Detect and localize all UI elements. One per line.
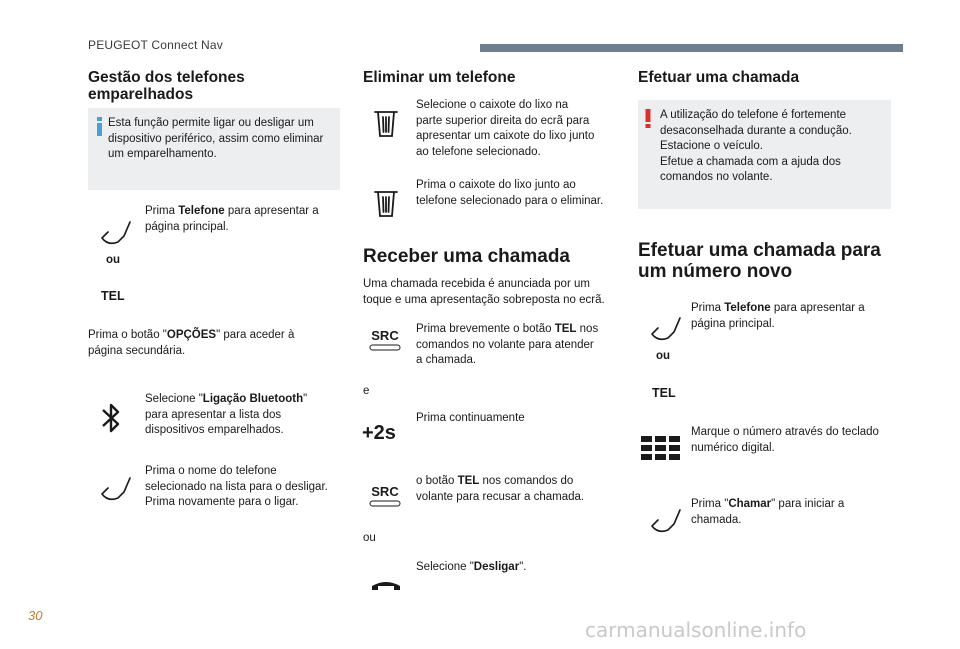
warning-icon [644,109,652,129]
hold-2s-icon: +2s [362,422,396,444]
section-title-call-new-number: Efetuar uma chamada para um número novo [638,240,881,282]
section-title-make-call: Efetuar uma chamada [638,69,800,86]
phone-icon [646,308,686,348]
info-box [88,108,340,190]
receive-intro: Uma chamada recebida é anunciada por um toque e uma apresentação sobreposta no ecrã. [363,278,605,306]
or-label: ou [656,350,671,362]
running-header: PEUGEOT Connect Nav [88,38,223,52]
call-step-press-phone: Prima Telefone para apresentar a página principal. [691,302,865,330]
step-press-phone-name: Prima o nome do telefone selecionado na lista para o desligar. Prima novamente para o ligar. [145,465,328,508]
bluetooth-icon [96,400,126,436]
and-label: e [363,385,370,397]
receive-step-3: o botão TEL nos comandos do volante para recusar a chamada. [416,475,585,503]
header-bar [480,44,903,52]
page-number: 30 [28,608,43,623]
warning-box [638,100,891,209]
trash-icon [366,182,406,222]
call-step-press-call: Prima "Chamar" para iniciar a chamada. [691,498,845,526]
tap-icon [96,468,136,508]
call-step-dial: Marque o número através do teclado numérico digital. [691,426,879,454]
options-paragraph: Prima o botão "OPÇÕES" para aceder à página secundária. [88,329,295,357]
section-title-delete-phone: Eliminar um telefone [363,69,516,86]
delete-step-1: Selecione o caixote do lixo na parte superior direita do ecrã para apresentar um caixote do lixo junto ao telefone selecionado. [416,99,595,158]
or-label: ou [363,532,376,544]
step-press-phone: Prima Telefone para apresentar a página principal. [145,205,319,233]
info-text: Esta função permite ligar ou desligar um dispositivo periférico, assim como eliminar um emparelhamento. [108,117,324,160]
section-title-receive-call: Receber uma chamada [363,246,570,267]
section-title-manage-phones: Gestão dos telefones emparelhados [88,69,245,103]
keypad-icon [641,436,681,464]
tel-button-label: TEL [101,289,125,303]
phone-icon [96,212,136,252]
trash-icon [366,102,406,142]
receive-step-2: Prima continuamente [416,412,525,424]
hang-up-icon [368,574,404,594]
step-select-bluetooth: Selecione "Ligação Bluetooth" para apresentar a lista dos dispositivos emparelhados. [145,393,308,436]
info-icon [93,117,107,137]
delete-step-2: Prima o caixote do lixo junto ao telefone selecionado para o eliminar. [416,179,604,207]
tel-button-label: TEL [652,386,676,400]
or-label: ou [106,254,121,266]
receive-step-4: Selecione "Desligar". [416,561,527,573]
warning-text: A utilização do telefone é fortemente desaconselhada durante a condução. Estacione o veículo. Efetue a chamada com a ajuda dos comandos no volante. [660,109,852,183]
tap-icon [646,500,686,540]
watermark: carmanualsonline.info [585,618,807,642]
receive-step-1: Prima brevemente o botão TEL nos comandos no volante para atender a chamada. [416,323,599,366]
src-button-icon: SRC [368,484,402,514]
src-button-icon: SRC [368,328,402,358]
